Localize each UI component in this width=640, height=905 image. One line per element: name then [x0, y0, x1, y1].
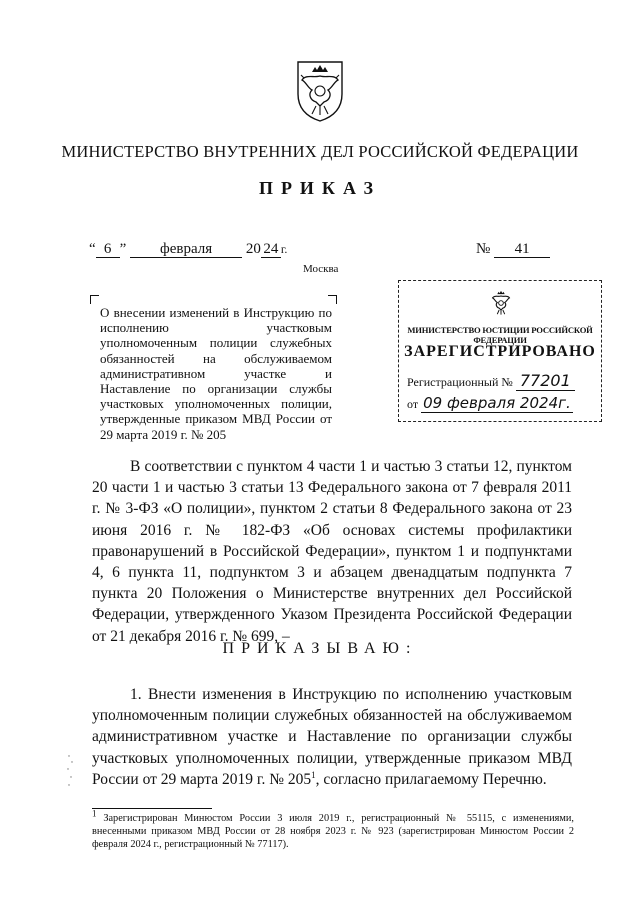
item1-text: 1. Внести изменения в Инструкцию по исполнению участковым уполномоченным полиции служебных обязанностей на обслуживаемом административном участке и Наставление по организации службы участковых уполномоченных полиции, утвержденные приказом МВД России от 29 марта 2019 г. № 205 — [92, 686, 572, 788]
date-close-quote: ” — [119, 241, 127, 257]
date-year-mark: г. — [280, 242, 288, 256]
number-value: 41 — [494, 242, 550, 258]
order-verb: ПРИКАЗЫВАЮ: — [222, 640, 418, 657]
number-label: № — [476, 241, 491, 257]
order-subject: О внесении изменений в Инструкцию по исполнению участковым уполномоченным полиции служебных обязанностей на обслуживаемом административном участке и Наставление по организации службы участковых уполномоченных полиции, утвержденные приказом МВД России от 29 марта 2019 г. № 205 — [100, 305, 332, 442]
order-number — [476, 241, 550, 258]
stamp-reg-date: 09 февраля 2024г. — [423, 394, 571, 412]
order-date — [89, 241, 287, 258]
date-day: 6 — [96, 242, 120, 258]
ministry-title: МИНИСТЕРСТВО ВНУТРЕННИХ ДЕЛ РОССИЙСКОЙ ФЕДЕРАЦИИ — [61, 142, 579, 161]
document-type-title: ПРИКАЗ — [258, 178, 382, 198]
footnote — [92, 808, 574, 852]
stamp-reg-number: 77201 — [516, 371, 575, 391]
subject-corner-left — [90, 295, 99, 304]
order-item-1 — [92, 684, 572, 790]
stamp-ministry: МИНИСТЕРСТВО ЮСТИЦИИ РОССИЙСКОЙ ФЕДЕРАЦИИ — [407, 325, 593, 345]
preamble-paragraph: В соответствии с пунктом 4 части 1 и частью 3 статьи 12, пунктом 20 части 1 и частью 3 статьи 13 Федерального закона от 7 февраля 2011 г. № 3-ФЗ «О полиции», пунктом 2 статьи 8 Федерального закона от 23 июня 2016 г. № 182-ФЗ «Об основах системы профилактики правонарушений в Российской Федерации», пунктом 1 и подпунктами 4, 6 пункта 11, подпунктом 3 и абзацем двенадцатым подпункта 7 пункта 20 Положения о Министерстве внутренних дел Российской Федерации, утвержденного Указом Президента Российской Федерации от 21 декабря 2016 г. № 699, – — [92, 458, 572, 645]
date-year-prefix: 20 — [245, 241, 261, 257]
date-year-suffix: 24 — [261, 242, 281, 258]
footnote-reference: 1 — [311, 769, 316, 780]
stamp-registration-date — [407, 394, 573, 412]
footnote-mark: 1 — [92, 808, 97, 819]
footnote-text: Зарегистрирован Минюстом России 3 июля 2019 г., регистрационный № 55115, с изменениями, внесенными приказом МВД России от 28 ноября 2023 г. № 923 (зарегистрирован Минюстом России 2 февраля 2024 г., регистрационный № 77117). — [92, 813, 574, 851]
stamp-date-label: от — [407, 397, 419, 411]
coat-of-arms-emblem — [290, 58, 350, 124]
stamp-registered: ЗАРЕГИСТРИРОВАНО — [404, 343, 596, 360]
date-open-quote: “ — [89, 241, 96, 257]
stamp-registration-number — [407, 371, 575, 390]
subject-corner-right — [328, 295, 337, 304]
item1-tail: , согласно прилагаемому Перечню. — [315, 770, 547, 788]
stamp-reg-label: Регистрационный № — [407, 375, 513, 389]
footnote-separator — [92, 808, 212, 809]
registration-stamp — [398, 280, 602, 422]
city: Москва — [303, 263, 339, 275]
date-month: февраля — [130, 242, 242, 258]
stamp-emblem-icon — [487, 287, 515, 319]
margin-punch-dots — [66, 752, 76, 792]
